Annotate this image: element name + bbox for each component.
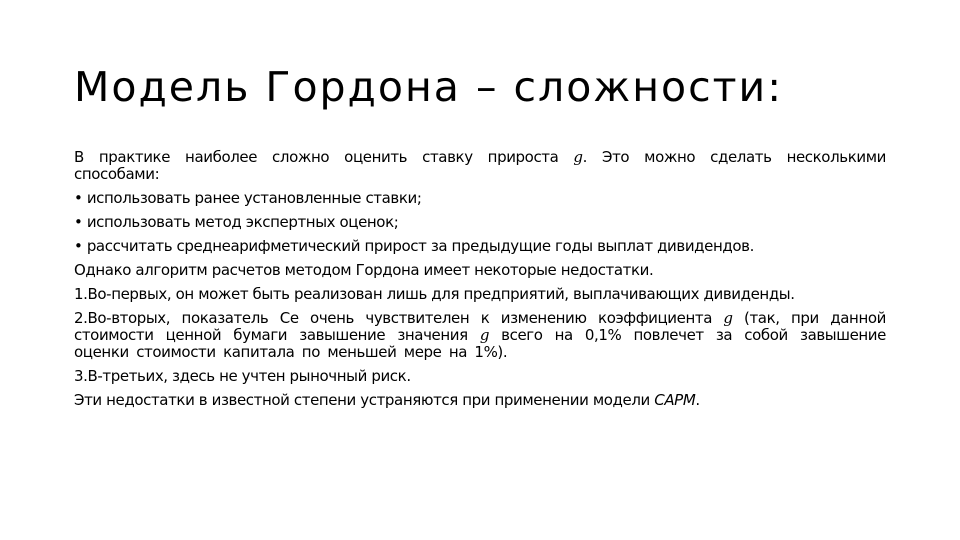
intro-text-before: В практике наиболее сложно оценить ставку прироста — [74, 148, 574, 166]
conclusion-model-name: CAPM — [654, 391, 696, 409]
intro-text-after: . Это можно сделать несколькими способами: — [74, 148, 886, 183]
bullet-item: • использовать ранее установленные ставки; — [74, 189, 422, 207]
slide-title: Модель Гордона – сложности: — [74, 63, 784, 111]
drawback-point-3: 3.В-третьих, здесь не учтен рыночный риск. — [74, 367, 411, 385]
point2-growth-variable-1: g — [723, 309, 733, 327]
slide-body — [74, 149, 886, 416]
point2-growth-variable-2: g — [479, 326, 490, 344]
intro-paragraph — [74, 149, 886, 183]
algorithm-line: Однако алгоритм расчетов методом Гордона имеет некоторые недостатки. — [74, 261, 654, 279]
point2-text-2: (так, при данной стоимости ценной бумаги завышение значения — [74, 309, 887, 344]
conclusion-line — [74, 392, 886, 409]
conclusion-text-before: Эти недостатки в известной степени устраняются при применении модели — [74, 391, 655, 409]
point2-text-1: 2.Во-вторых, показатель Се очень чувствителен к изменению коэффициента — [74, 309, 724, 327]
drawback-point-2 — [74, 310, 886, 361]
intro-growth-variable: g — [573, 148, 583, 166]
point2-text-3: всего на 0,1% повлечет за собой завышение оценки стоимости капитала по меньшей мере на 1%). — [74, 326, 886, 361]
bullet-item: • рассчитать среднеарифметический прирост за предыдущие годы выплат дивидендов. — [74, 237, 754, 255]
conclusion-text-after: . — [695, 391, 700, 409]
bullet-item: • использовать метод экспертных оценок; — [74, 213, 399, 231]
drawback-point-1: 1.Во-первых, он может быть реализован лишь для предприятий, выплачивающих дивиденды. — [74, 285, 795, 303]
